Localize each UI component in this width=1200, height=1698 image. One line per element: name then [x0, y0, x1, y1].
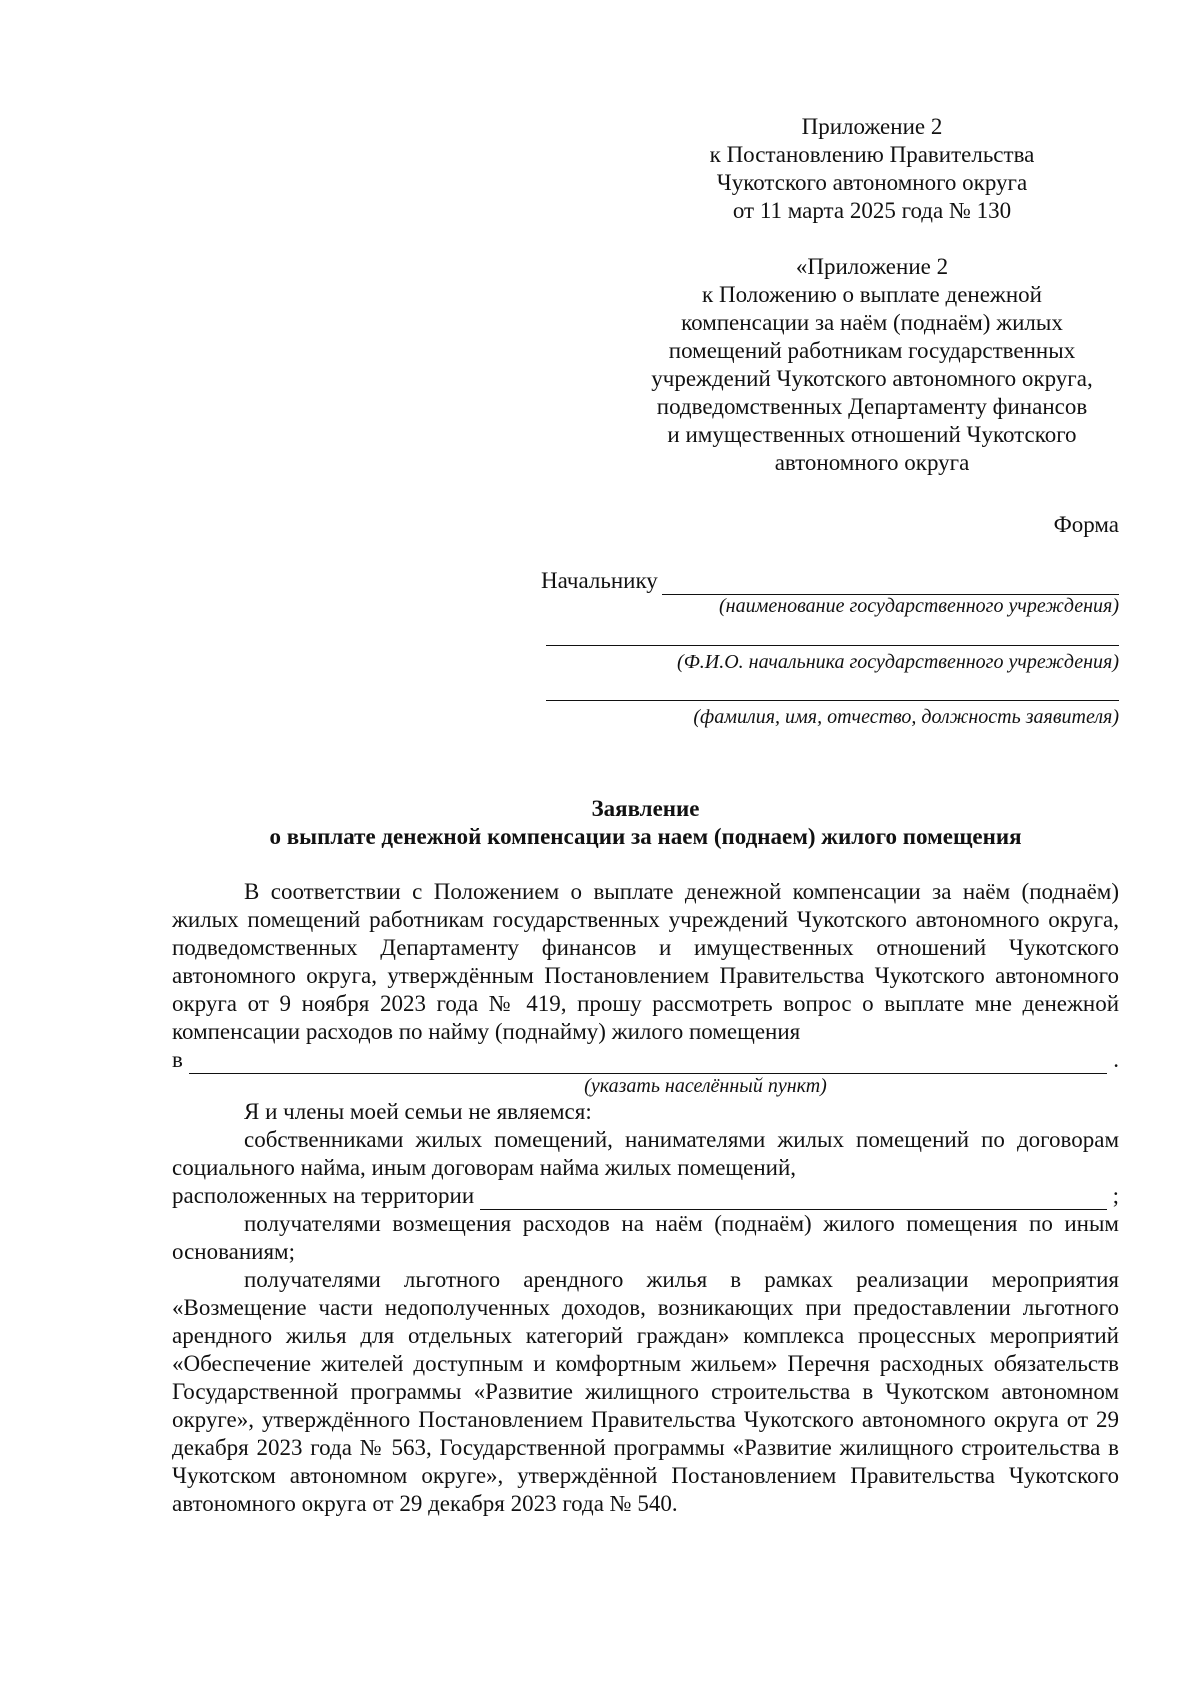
- paragraph: В соответствии с Положением о выплате денежной компенсации за наём (поднаём) жилых помещений работникам государственных учреждений Чукотского автономного округа, подведомственных Департаменту финансов и имущественных отношений Чукотского автономного округа, утверждённым Постановлением Правительства Чукотского автономного округа от 9 ноября 2023 года № 419, прошу рассмотреть вопрос о выплате мне денежной компенсации расходов по найму (поднайму) жилого помещения: [172, 879, 1119, 1044]
- territory-end: ;: [1112, 1183, 1119, 1208]
- paragraph: Я и члены моей семьи не являемся:: [244, 1099, 592, 1124]
- appendix-line: Приложение 2: [801, 114, 943, 139]
- regulation-line: и имущественных отношений Чукотского: [667, 422, 1077, 447]
- territory-label: расположенных на территории: [172, 1183, 475, 1208]
- in-end: .: [1113, 1047, 1119, 1072]
- paragraph: получателями возмещения расходов на наём (поднаём) жилого помещения по иным основаниям;: [172, 1211, 1119, 1264]
- to-label: Начальнику: [541, 568, 658, 593]
- regulation-line: к Положению о выплате денежной: [702, 282, 1042, 307]
- head-name-hint: (Ф.И.О. начальника государственного учреждения): [677, 651, 1119, 673]
- form-label: Форма: [1053, 512, 1119, 537]
- regulation-header: [612, 253, 1132, 477]
- in-label: в: [172, 1047, 183, 1072]
- appendix-line: Чукотского автономного округа: [716, 170, 1028, 195]
- paragraph: собственниками жилых помещений, нанимателями жилых помещений по договорам социального найма, иным договорам найма жилых помещений,: [172, 1127, 1119, 1180]
- locality-row: [172, 1046, 1119, 1074]
- locality-fill-line[interactable]: [189, 1053, 1107, 1074]
- applicant-fill-line[interactable]: [546, 700, 1119, 701]
- institution-fill-line[interactable]: [662, 572, 1119, 595]
- document-body: [172, 878, 1119, 1518]
- paragraph: получателями льготного арендного жилья в рамках реализации мероприятия «Возмещение части недополученных доходов, возникающих при предоставлении льготного арендного жилья для отдельных категорий граждан» комплекса процессных мероприятий «Обеспечение жителей доступным и комфортным жильем» Перечня расходных обязательств Государственной программы «Развитие жилищного строительства в Чукотском автономном округе», утверждённого Постановлением Правительства Чукотского автономного округа от 29 декабря 2023 года № 563, Государственной программы «Развитие жилищного строительства в Чукотском автономном округе», утверждённой Постановлением Правительства Чукотского автономного округа от 29 декабря 2023 года № 540.: [172, 1267, 1119, 1516]
- institution-hint: (наименование государственного учреждения): [718, 595, 1119, 617]
- addressee-row: [541, 567, 1119, 595]
- regulation-line: подведомственных Департаменту финансов: [656, 394, 1088, 419]
- regulation-line: помещений работникам государственных: [668, 338, 1076, 363]
- regulation-line: учреждений Чукотского автономного округа,: [651, 366, 1093, 391]
- applicant-hint: (фамилия, имя, отчество, должность заявителя): [693, 706, 1119, 728]
- locality-hint: (указать населённый пункт): [584, 1075, 827, 1097]
- appendix-line: к Постановлению Правительства: [709, 142, 1035, 167]
- appendix-line: от 11 марта 2025 года № 130: [732, 198, 1012, 223]
- head-name-fill-line[interactable]: [546, 645, 1119, 646]
- document-title: Заявление: [591, 796, 700, 821]
- regulation-line: автономного округа: [774, 450, 970, 475]
- regulation-line: «Приложение 2: [795, 254, 949, 279]
- appendix-header: [672, 113, 1072, 225]
- regulation-line: компенсации за наём (поднаём) жилых: [681, 310, 1063, 335]
- territory-fill-line[interactable]: [480, 1189, 1106, 1210]
- territory-row: [172, 1182, 1119, 1210]
- document-subtitle: о выплате денежной компенсации за наем (поднаем) жилого помещения: [269, 824, 1022, 849]
